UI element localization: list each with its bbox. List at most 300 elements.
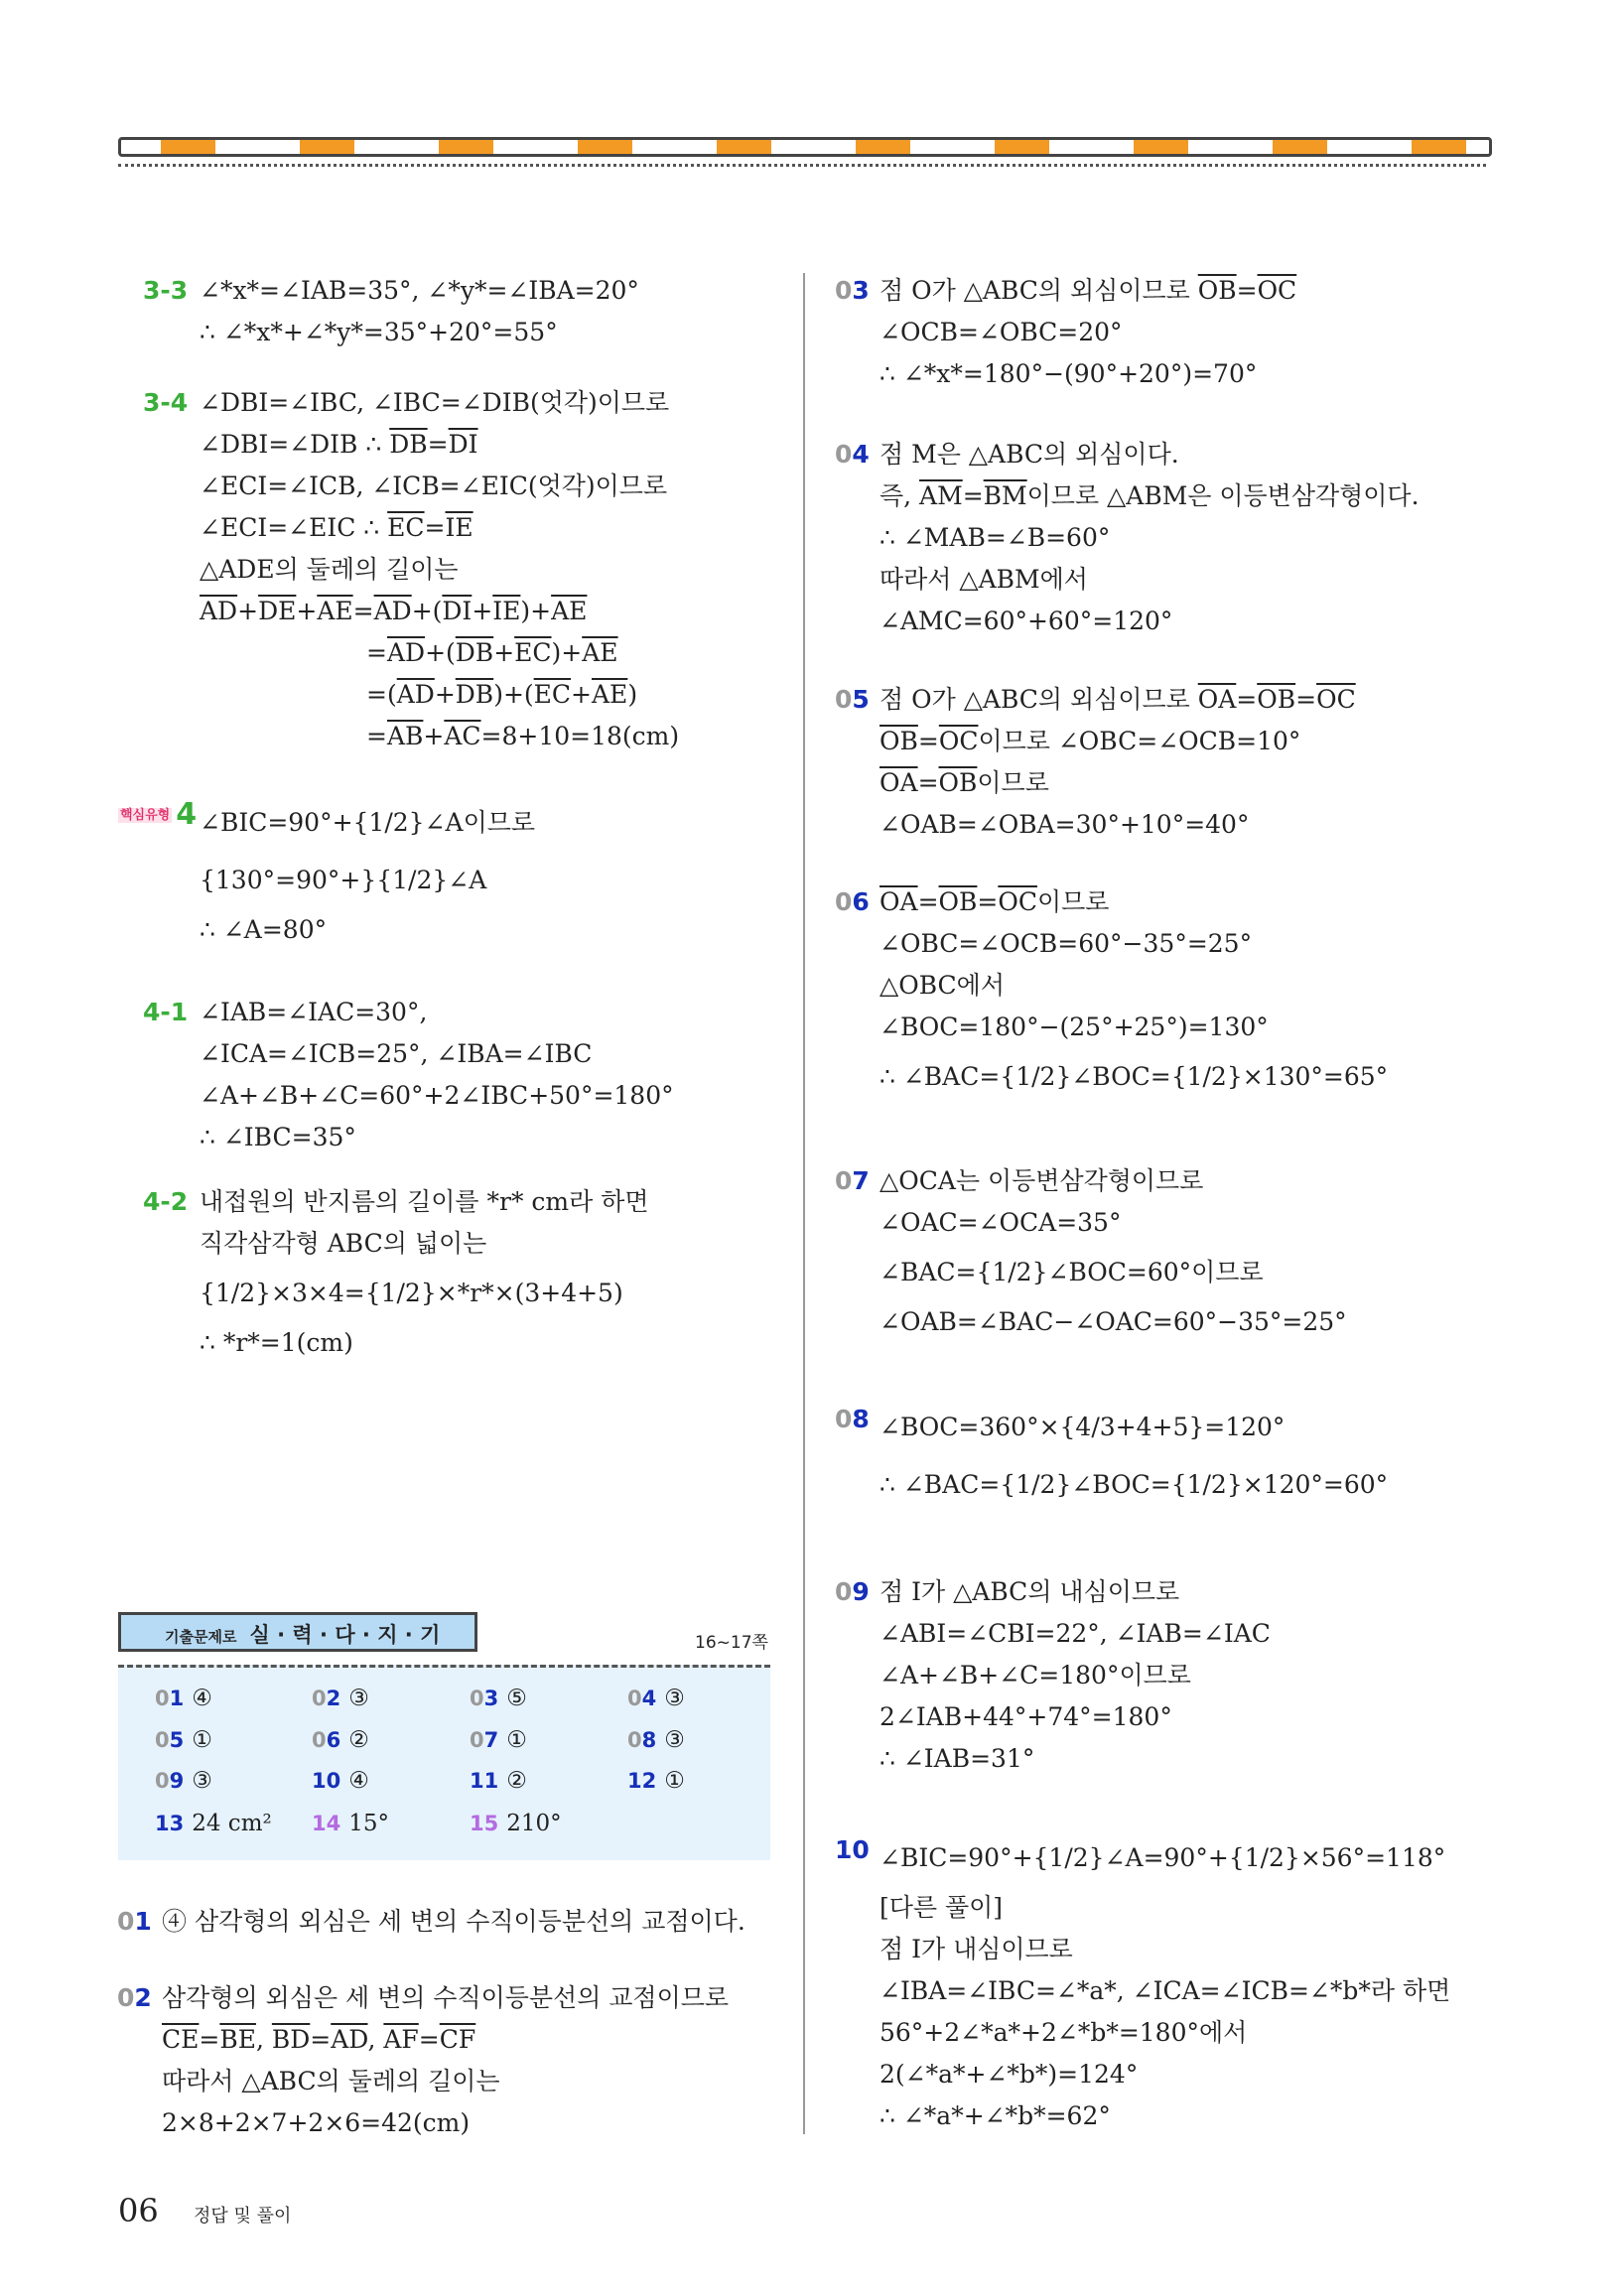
label-digit: 0: [835, 685, 853, 714]
solution-07: [835, 1160, 1347, 1343]
text: =: [1236, 685, 1258, 714]
label-digit: 0: [117, 1983, 135, 2012]
text: ④ 삼각형의 외심은 세 변의 수직이등분선의 교점이다.: [162, 1907, 745, 1936]
solution-line: ∴ ∠BAC={1/2}∠BOC={1/2}×130°=65°: [880, 1062, 1389, 1091]
solution-line: 56°+2∠*a*+2∠*b*=180°에서: [880, 2018, 1248, 2047]
solution-line: [880, 1655, 1271, 1696]
solution-line: [200, 716, 679, 757]
answer-item: [627, 1686, 685, 1711]
text: =: [424, 513, 446, 542]
solution-04: [835, 434, 1420, 642]
answer-number: 11: [470, 1769, 499, 1793]
segment: $\overline{AD}$: [331, 2025, 368, 2054]
text: =: [1295, 685, 1317, 714]
segment: $\overline{AE}$: [551, 597, 588, 625]
solution-line: [880, 1571, 1271, 1613]
answer-digit: 0: [155, 1687, 170, 1710]
solution-line: [880, 475, 1420, 517]
solution-line: [200, 909, 535, 951]
answer-digit: 5: [169, 1728, 185, 1752]
text: ∠A+∠B+∠C=60°+2∠IBC+50°=180°: [200, 1081, 674, 1110]
text: ∴ ∠A=80°: [200, 915, 328, 944]
segment: $\overline{CE}$: [162, 2025, 200, 2054]
alt-solution-label: [다른 풀이]: [880, 1893, 1004, 1922]
solution-line: {130°=90°+}{1/2}∠A: [200, 866, 487, 894]
text: +: [296, 597, 318, 625]
text: =: [962, 481, 984, 510]
answer-digit: 9: [169, 1769, 185, 1793]
solution-line: [880, 762, 1356, 804]
label-digit: 9: [852, 1577, 870, 1606]
text: △OBC에서: [880, 971, 1005, 1000]
solution-line: [162, 1901, 745, 1943]
segment: $\overline{DB}$: [389, 430, 428, 459]
segment: $\overline{AC}$: [444, 722, 481, 750]
column-divider: [803, 273, 805, 2134]
segment: $\overline{OB}$: [1197, 276, 1237, 305]
answer-digit: 0: [312, 1728, 327, 1752]
solution-line: ∴ ∠*a*+∠*b*=62°: [880, 2101, 1111, 2130]
answer-value: ④: [348, 1768, 369, 1794]
core-type-badge: 핵심유형: [120, 807, 171, 823]
answer-value: 24 cm²: [192, 1811, 272, 1836]
answer-value: ①: [192, 1727, 212, 1753]
solution-line: [880, 1007, 1388, 1048]
text: ): [627, 680, 638, 709]
text: ∠OAB=∠BAC−∠OAC=60°−35°=25°: [880, 1307, 1347, 1336]
solution-line: [200, 1117, 674, 1158]
text: 따라서 △ABM에서: [880, 565, 1088, 594]
solution-line: [880, 1887, 1450, 1929]
text: ∠DBI=∠DIB ∴: [200, 430, 390, 459]
text: )+: [520, 597, 552, 625]
solution-label: [835, 881, 870, 923]
text: ∠ECI=∠ICB, ∠ICB=∠EIC(엇각)이므로: [200, 472, 668, 500]
solution-label: 3-3: [143, 276, 189, 305]
solution-label: [835, 434, 870, 475]
answer-digit: 1: [169, 1687, 185, 1710]
text: 2×8+2×7+2×6=42(cm): [162, 2108, 471, 2137]
text: =: [977, 887, 999, 916]
solution-practice-01: [117, 1901, 745, 1943]
segment: $\overline{CF}$: [439, 2025, 476, 2054]
segment: $\overline{OA}$: [880, 887, 918, 916]
answer-number: 14: [312, 1812, 341, 1835]
answer-digit: 0: [627, 1728, 642, 1752]
text: =: [366, 638, 387, 667]
segment: $\overline{OC}$: [1257, 276, 1297, 305]
segment: $\overline{DE}$: [258, 597, 297, 625]
label-digit: 0: [835, 887, 853, 916]
answer-value: ③: [192, 1768, 212, 1794]
solution-line: [880, 804, 1356, 846]
text: 따라서 △ABC의 둘레의 길이는: [162, 2067, 500, 2095]
text: ∠OAB=∠OBA=30°+10°=40°: [880, 810, 1250, 839]
text: ∠OCB=∠OBC=20°: [880, 318, 1123, 346]
label-digit: 0: [117, 1907, 135, 1936]
segment: $\overline{AD}$: [396, 680, 435, 709]
text: 2∠IAB+44°+74°=180°: [880, 1702, 1172, 1731]
solution-line: [162, 2102, 729, 2144]
solution-line: [880, 434, 1420, 475]
practice-title-small: 기출문제로: [165, 1628, 237, 1646]
solution-line: [880, 1929, 1450, 1970]
answer-digit: 6: [326, 1728, 341, 1752]
solution-08: [835, 1399, 1389, 1514]
text: ∠IAB=∠IAC=30°,: [200, 998, 428, 1026]
solution-line: [162, 2019, 729, 2061]
answer-value: ②: [348, 1727, 369, 1753]
answer-item: [470, 1727, 527, 1753]
text: 점 I가 △ABC의 내심이므로: [880, 1577, 1180, 1606]
solution-line: [162, 2061, 729, 2102]
solution-line: ∠BIC=90°+{1/2}∠A이므로: [200, 808, 536, 837]
solution-line: [880, 270, 1296, 312]
solution-line: [880, 559, 1420, 601]
answer-value: ③: [664, 1686, 685, 1711]
answer-item: [627, 1768, 685, 1794]
text: ∠OAC=∠OCA=35°: [880, 1208, 1122, 1237]
solution-09: [835, 1571, 1271, 1780]
page-range: 16~17쪽: [695, 1633, 768, 1653]
text: +: [237, 597, 259, 625]
text: ∠AMC=60°+60°=120°: [880, 607, 1173, 635]
solution-line: [200, 424, 679, 466]
segment: $\overline{AB}$: [386, 722, 424, 750]
answer-digit: 0: [470, 1728, 484, 1752]
answer-value: ⑤: [506, 1686, 527, 1711]
solution-06: [835, 881, 1389, 1106]
segment: $\overline{AD}$: [200, 597, 238, 625]
segment: $\overline{EC}$: [387, 513, 425, 542]
text: ∠BOC=180°−(25°+25°)=130°: [880, 1013, 1269, 1041]
label-digit: 0: [835, 276, 853, 305]
text: 이므로 △ABM은 이등변삼각형이다.: [1026, 481, 1420, 510]
solution-line: [880, 312, 1296, 353]
segment: $\overline{DB}$: [455, 680, 494, 709]
answer-digit: 7: [483, 1728, 499, 1752]
label-digit: 5: [852, 685, 870, 714]
segment: $\overline{AM}$: [919, 481, 963, 510]
segment: $\overline{BM}$: [983, 481, 1027, 510]
solution-label: [835, 679, 870, 721]
text: ∠DBI=∠IBC, ∠IBC=∠DIB(엇각)이므로: [200, 388, 670, 417]
text: 점 I가 내심이므로: [880, 1935, 1073, 1963]
segment: $\overline{OB}$: [938, 768, 978, 797]
solution-line: [880, 923, 1388, 965]
answer-number: [470, 1728, 498, 1752]
solution-line: [200, 632, 679, 674]
solution-10: [835, 1829, 1451, 2137]
text: 이므로 ∠OBC=∠OCB=10°: [978, 727, 1301, 755]
solution-label: [117, 1901, 152, 1943]
text: +(: [411, 597, 443, 625]
answer-item: [627, 1727, 685, 1753]
text: )+: [551, 638, 583, 667]
solution-03: [835, 270, 1297, 395]
solution-line: [200, 674, 679, 716]
segment: $\overline{IE}$: [445, 513, 474, 542]
text: +: [493, 638, 515, 667]
solution-line: [200, 1075, 674, 1117]
text: +(: [425, 638, 456, 667]
text: +: [434, 680, 456, 709]
segment: $\overline{DI}$: [448, 430, 478, 459]
text: =: [917, 887, 939, 916]
solution-line: [200, 382, 679, 424]
answer-item: [470, 1768, 527, 1794]
segment: $\overline{DI}$: [442, 597, 473, 625]
answer-digit: 0: [312, 1687, 327, 1710]
solution-line: ∴ ∠BAC={1/2}∠BOC={1/2}×120°=60°: [880, 1470, 1389, 1499]
solution-line: ∴ *r*=1(cm): [200, 1328, 353, 1357]
text: )+(: [493, 680, 534, 709]
solution-label: [835, 1571, 870, 1613]
solution-line: ∠*x*=∠IAB=35°, ∠*y*=∠IBA=20°: [200, 276, 639, 305]
text: =: [427, 430, 449, 459]
answer-number: [470, 1687, 498, 1710]
answer-item: [155, 1686, 212, 1711]
solution-line: [880, 721, 1356, 762]
solution-line: [200, 992, 674, 1033]
solution-3-3: [143, 270, 639, 353]
label-digit: 4: [852, 440, 870, 469]
segment: $\overline{AF}$: [383, 2025, 419, 2054]
text: ∴ ∠IBC=35°: [200, 1123, 356, 1151]
solution-line: [880, 1696, 1271, 1738]
solution-line: [880, 1738, 1271, 1780]
answer-digit: 0: [470, 1687, 484, 1710]
answer-value: 15°: [348, 1811, 390, 1836]
answer-number: 13: [155, 1812, 185, 1835]
solution-4-1: [143, 992, 674, 1158]
answer-number: [155, 1769, 184, 1793]
segment: $\overline{OC}$: [1316, 685, 1356, 714]
page-number: 06: [118, 2192, 159, 2229]
text: =: [418, 2025, 440, 2054]
text: △ADE의 둘레의 길이는: [200, 555, 459, 584]
solution-label: [835, 1399, 870, 1440]
segment: $\overline{EC}$: [514, 638, 552, 667]
solution-line: [880, 517, 1420, 559]
solution-line: [162, 1977, 729, 2019]
text: +: [571, 680, 592, 709]
text: =8+10=18(cm): [480, 722, 680, 750]
solution-line: ∠IBA=∠IBC=∠*a*, ∠ICA=∠ICB=∠*b*라 하면: [880, 1976, 1451, 2005]
answer-number: [312, 1687, 340, 1710]
solution-line: [880, 881, 1388, 923]
segment: $\overline{OA}$: [880, 768, 918, 797]
label-digit: 10: [835, 1835, 870, 1864]
solution-line: ∠BAC={1/2}∠BOC=60°이므로: [880, 1258, 1264, 1286]
solution-4-2: [143, 1181, 649, 1364]
segment: $\overline{DB}$: [455, 638, 494, 667]
answer-value: ③: [664, 1727, 685, 1753]
solution-core-4: [120, 794, 536, 951]
segment: $\overline{OC}$: [998, 887, 1037, 916]
answer-value: 210°: [506, 1811, 562, 1836]
text: +: [472, 597, 493, 625]
practice-header: [118, 1612, 477, 1652]
segment: $\overline{IE}$: [492, 597, 521, 625]
answer-item: [312, 1811, 389, 1836]
solution-label: [835, 1829, 870, 1871]
solution-label: [835, 270, 870, 312]
answer-item: [312, 1686, 369, 1711]
segment: $\overline{OA}$: [1197, 685, 1237, 714]
text: ,: [255, 2025, 272, 2054]
text: ∠A+∠B+∠C=180°이므로: [880, 1661, 1191, 1689]
label-digit: 0: [835, 440, 853, 469]
answer-number: [155, 1687, 184, 1710]
solution-line: [880, 679, 1356, 721]
solution-line: [880, 601, 1420, 642]
label-digit: 1: [134, 1907, 152, 1936]
answer-digit: 4: [641, 1687, 657, 1710]
segment: $\overline{BD}$: [271, 2025, 311, 2054]
solution-line: [200, 507, 679, 549]
answer-item: [312, 1727, 369, 1753]
text: 즉,: [880, 481, 920, 510]
label-digit: 3: [852, 276, 870, 305]
text: 삼각형의 외심은 세 변의 수직이등분선의 교점이므로: [162, 1983, 730, 2012]
answer-digit: 0: [155, 1769, 170, 1793]
solution-05: [835, 679, 1356, 846]
text: =(: [366, 680, 397, 709]
text: =: [366, 722, 387, 750]
segment: $\overline{AD}$: [373, 597, 412, 625]
text: ∠ECI=∠EIC ∴: [200, 513, 388, 542]
solution-line: [880, 1301, 1347, 1343]
solution-3-4: [143, 382, 680, 757]
answer-digit: 2: [326, 1687, 341, 1710]
answer-item: [155, 1727, 212, 1753]
label-digit: 7: [852, 1166, 870, 1195]
footer-title: 정답 및 풀이: [194, 2206, 292, 2227]
solution-practice-02: [117, 1977, 730, 2144]
answer-value: ①: [506, 1727, 527, 1753]
answer-number: 15: [470, 1812, 499, 1835]
segment: $\overline{BE}$: [219, 2025, 256, 2054]
segment: $\overline{OB}$: [938, 887, 978, 916]
segment: $\overline{OB}$: [880, 727, 918, 755]
solution-line: [880, 1613, 1271, 1655]
label-digit: 6: [852, 887, 870, 916]
text: 점 O가 △ABC의 외심이므로: [880, 685, 1198, 714]
text: =: [199, 2025, 220, 2054]
label-digit: 0: [835, 1405, 853, 1433]
answer-number: [627, 1687, 656, 1710]
answer-item: [470, 1811, 562, 1836]
text: ∠OBC=∠OCB=60°−35°=25°: [880, 929, 1253, 958]
answer-digit: 0: [627, 1687, 642, 1710]
solution-label: 3-4: [143, 388, 189, 417]
solution-line: [200, 466, 679, 507]
solution-line: ∠BIC=90°+{1/2}∠A=90°+{1/2}×56°=118°: [880, 1843, 1446, 1872]
solution-line: ∴ ∠*x*+∠*y*=35°+20°=55°: [200, 318, 558, 346]
answer-value: ③: [348, 1686, 369, 1711]
answer-number: [155, 1728, 184, 1752]
solution-line: 내접원의 반지름의 길이를 *r* cm라 하면: [200, 1187, 649, 1216]
segment: $\overline{AE}$: [317, 597, 353, 625]
answer-value: ④: [192, 1686, 212, 1711]
label-number: 4: [176, 797, 198, 832]
text: △OCA는 이등변삼각형이므로: [880, 1166, 1204, 1195]
text: 점 O가 △ABC의 외심이므로: [880, 276, 1198, 305]
text: 이므로: [977, 768, 1049, 797]
practice-title: 실 · 력 · 다 · 지 · 기: [249, 1623, 441, 1647]
solution-line: {1/2}×3×4={1/2}×*r*×(3+4+5): [200, 1279, 623, 1307]
label-digit: 8: [852, 1405, 870, 1433]
text: +: [423, 722, 445, 750]
answer-value: ①: [664, 1768, 685, 1794]
solution-label: 4-1: [143, 998, 189, 1026]
answer-digit: 0: [155, 1728, 170, 1752]
text: 이므로: [1036, 887, 1110, 916]
label-digit: 0: [835, 1166, 853, 1195]
answer-number: [312, 1728, 340, 1752]
answer-number: 10: [312, 1769, 341, 1793]
text: ,: [367, 2025, 384, 2054]
text: =: [1236, 276, 1258, 305]
answer-number: 12: [627, 1769, 657, 1793]
segment: $\overline{AE}$: [592, 680, 628, 709]
label-digit: 0: [835, 1577, 853, 1606]
segment: $\overline{EC}$: [533, 680, 572, 709]
answer-item: [155, 1768, 212, 1794]
text: =: [352, 597, 374, 625]
text: 직각삼각형 ABC의 넓이는: [200, 1229, 487, 1258]
solution-line: [200, 549, 679, 591]
solution-label: [117, 1977, 152, 2019]
solution-line: [880, 965, 1388, 1007]
answer-item: [155, 1811, 272, 1836]
solution-line: 2(∠*a*+∠*b*)=124°: [880, 2060, 1139, 2089]
answer-digit: 8: [641, 1728, 657, 1752]
solution-line: [200, 1033, 674, 1075]
decorative-banner: [118, 137, 1492, 157]
answer-value: ②: [506, 1768, 527, 1794]
segment: $\overline{AD}$: [386, 638, 426, 667]
text: ∴ ∠MAB=∠B=60°: [880, 523, 1111, 552]
answer-number: [627, 1728, 656, 1752]
solution-label: [118, 794, 197, 837]
solution-line: ∠BOC=360°×{4/3+4+5}=120°: [880, 1413, 1286, 1441]
label-digit: 2: [134, 1983, 152, 2012]
answer-panel: [118, 1665, 770, 1860]
solution-line: [200, 1223, 649, 1265]
text: ∠ABI=∠CBI=22°, ∠IAB=∠IAC: [880, 1619, 1271, 1648]
text: =: [310, 2025, 332, 2054]
solution-line: [200, 591, 679, 632]
text: =: [917, 727, 939, 755]
solution-label: 4-2: [143, 1187, 189, 1216]
answer-digit: 3: [483, 1687, 499, 1710]
segment: $\overline{AE}$: [582, 638, 618, 667]
answer-item: [312, 1768, 369, 1794]
solution-label: [835, 1160, 870, 1202]
segment: $\overline{OB}$: [1257, 685, 1296, 714]
text: =: [917, 768, 939, 797]
segment: $\overline{OC}$: [938, 727, 979, 755]
solution-line: [880, 1202, 1347, 1244]
solution-line: ∴ ∠*x*=180°−(90°+20°)=70°: [880, 359, 1258, 388]
solution-line: [880, 1160, 1347, 1202]
text: 점 M은 △ABC의 외심이다.: [880, 440, 1179, 469]
text: ∠ICA=∠ICB=25°, ∠IBA=∠IBC: [200, 1039, 593, 1068]
banner-divider: [118, 164, 1486, 167]
text: ∴ ∠IAB=31°: [880, 1744, 1035, 1773]
